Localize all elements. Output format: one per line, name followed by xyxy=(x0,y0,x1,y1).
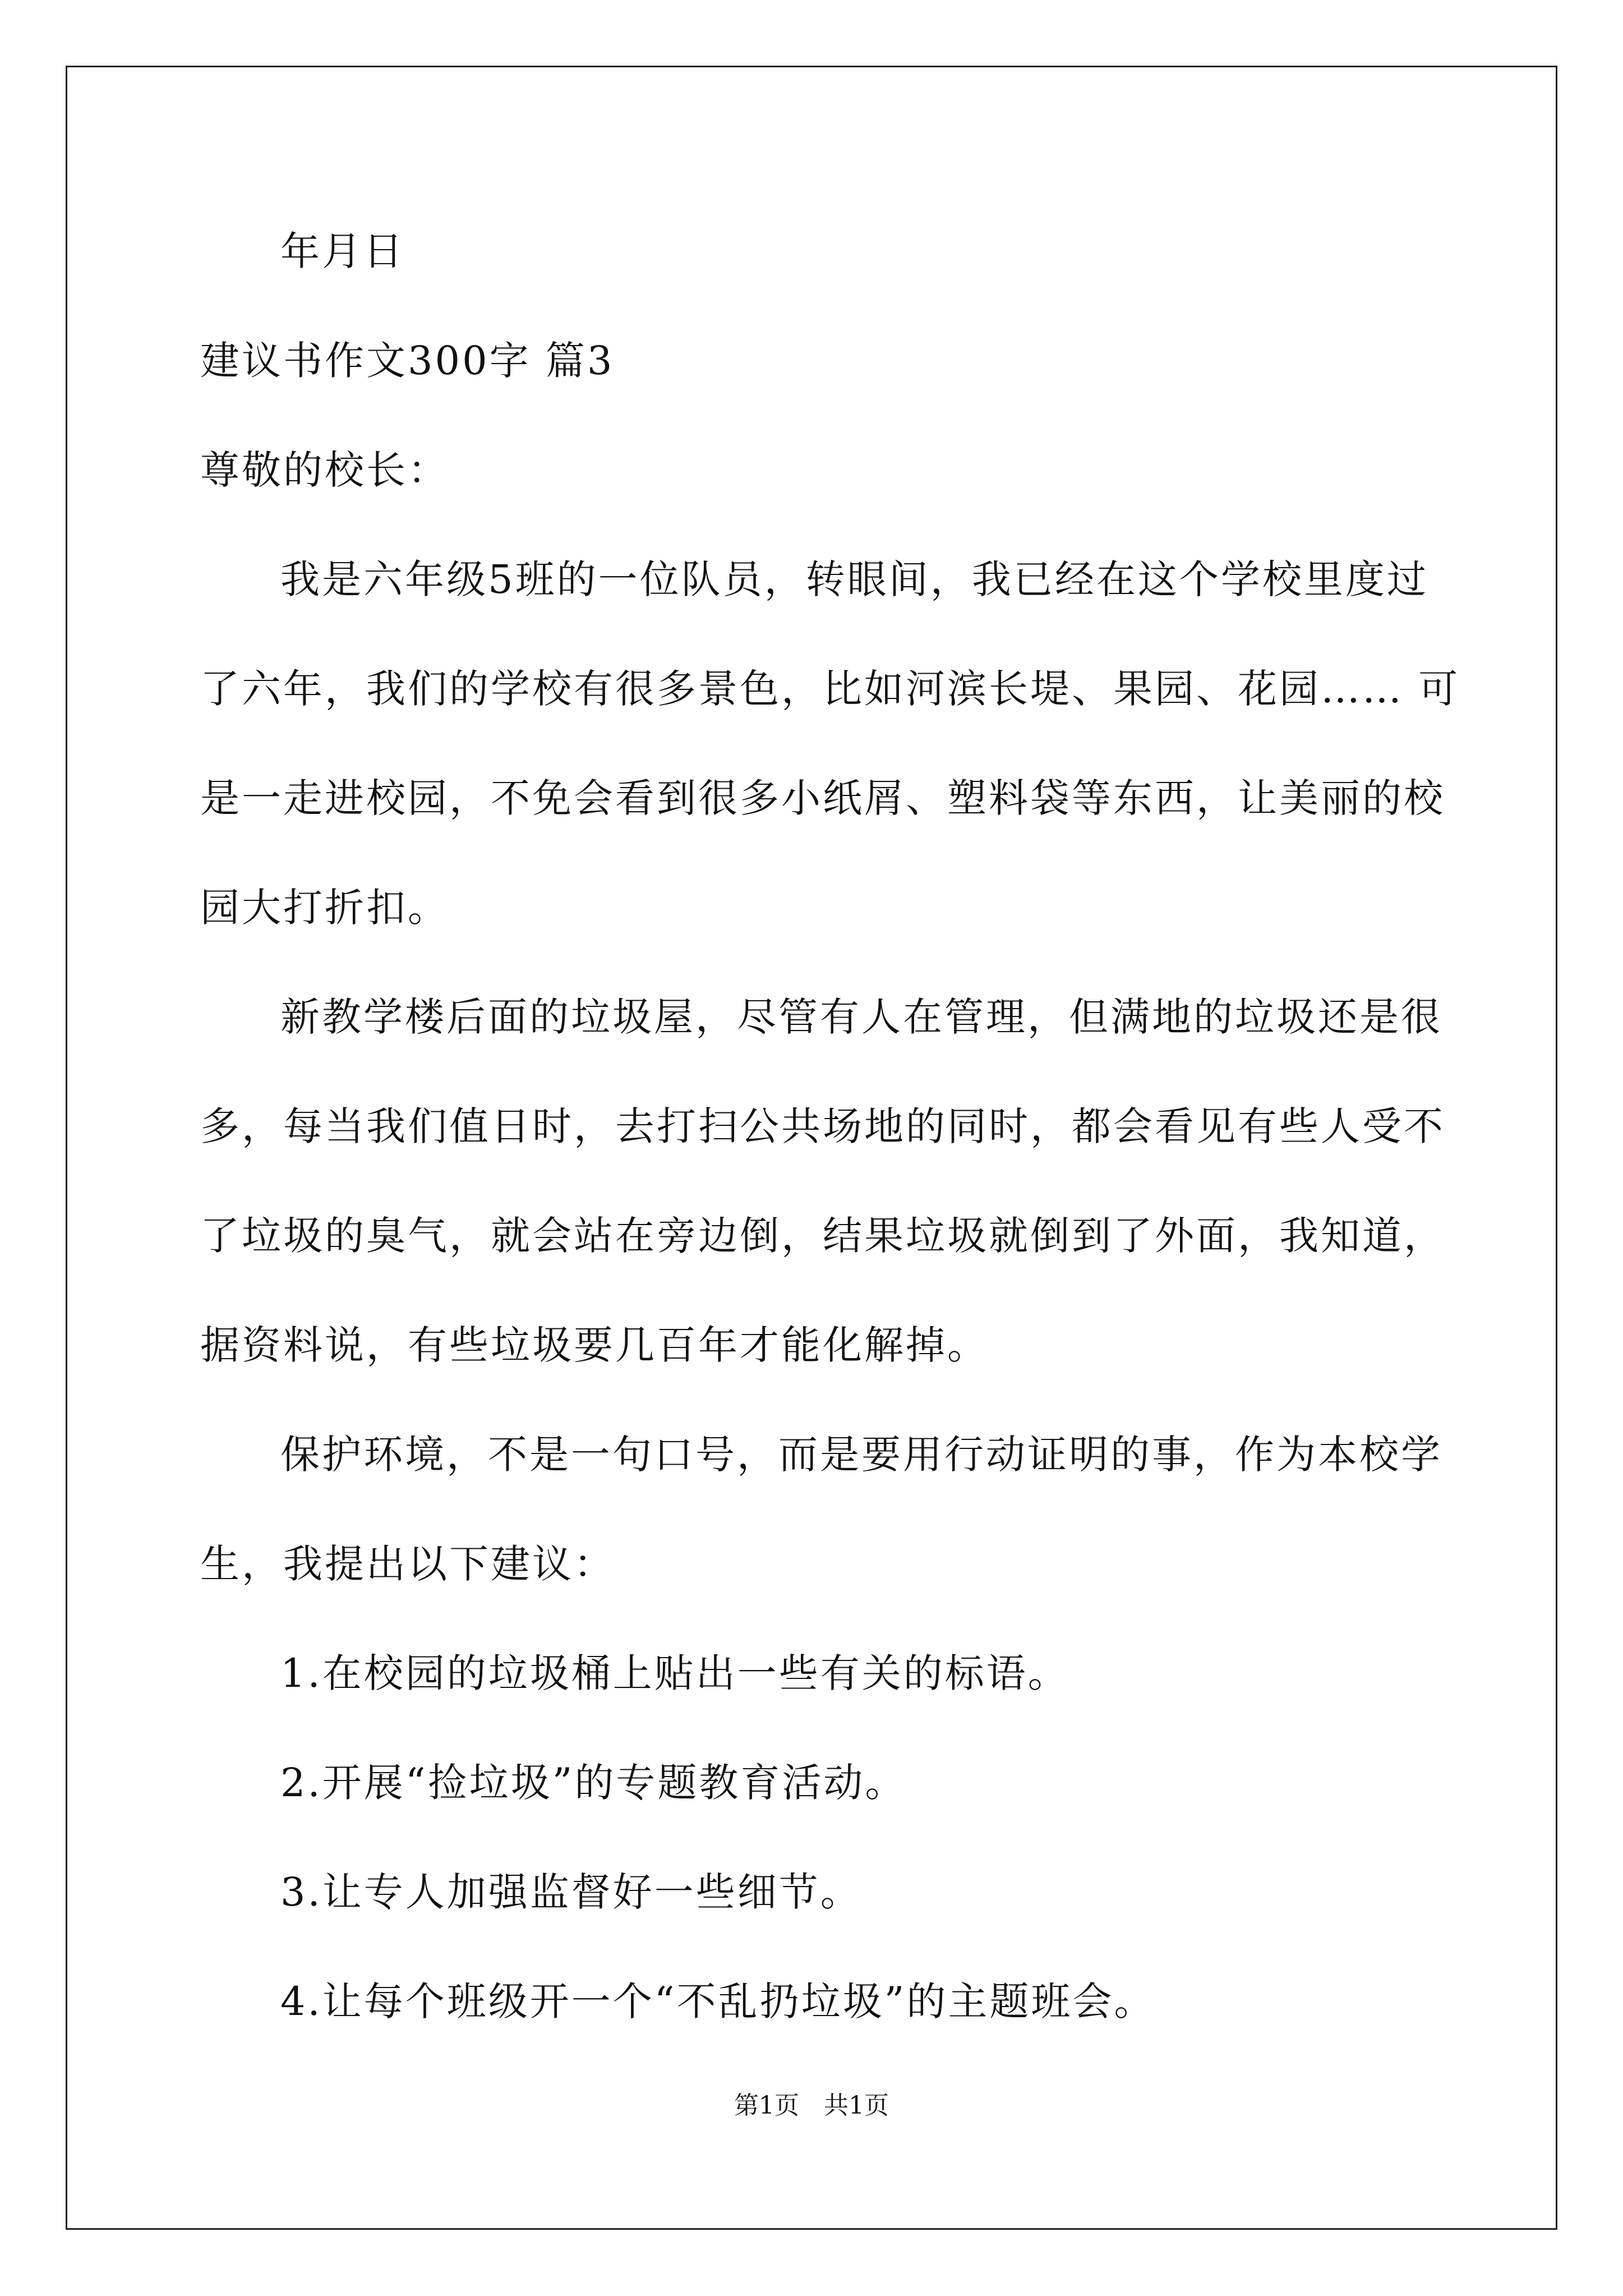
page-footer: 第1页 共1页 xyxy=(734,2091,889,2120)
document-title: 建议书作文300字 篇3 xyxy=(200,338,615,384)
suggestion-3: 3.让专人加强监督好一些细节。 xyxy=(280,1869,862,1915)
paragraph-2-line-4: 据资料说，有些垃圾要几百年才能化解掉。 xyxy=(200,1322,989,1368)
paragraph-2-line-1: 新教学楼后面的垃圾屋，尽管有人在管理，但满地的垃圾还是很 xyxy=(280,994,1442,1040)
paragraph-1-line-4: 园大打折扣。 xyxy=(200,885,449,931)
paragraph-2-line-2: 多，每当我们值日时，去打扫公共场地的同时，都会看见有些人受不 xyxy=(200,1103,1445,1149)
document-body xyxy=(200,0,1460,2296)
date-line: 年月日 xyxy=(280,228,405,274)
paragraph-1-line-2: 了六年，我们的学校有很多景色，比如河滨长堤、果园、花园…… 可 xyxy=(200,666,1460,712)
suggestion-4: 4.让每个班级开一个“不乱扔垃圾”的主题班会。 xyxy=(280,1978,1156,2024)
paragraph-1-line-1: 我是六年级5班的一位队员，转眼间，我已经在这个学校里度过 xyxy=(280,556,1428,602)
paragraph-1-line-3: 是一走进校园，不免会看到很多小纸屑、塑料袋等东西，让美丽的校 xyxy=(200,775,1445,821)
paragraph-3-line-1: 保护环境，不是一句口号，而是要用行动证明的事，作为本校学 xyxy=(280,1432,1442,1478)
suggestion-1: 1.在校园的垃圾桶上贴出一些有关的标语。 xyxy=(280,1650,1069,1696)
paragraph-3-line-2: 生，我提出以下建议： xyxy=(200,1541,615,1587)
salutation: 尊敬的校长： xyxy=(200,447,449,493)
paragraph-2-line-3: 了垃圾的臭气，就会站在旁边倒，结果垃圾就倒到了外面，我知道， xyxy=(200,1213,1445,1259)
suggestion-2: 2.开展“捡垃圾”的专题教育活动。 xyxy=(280,1760,907,1806)
